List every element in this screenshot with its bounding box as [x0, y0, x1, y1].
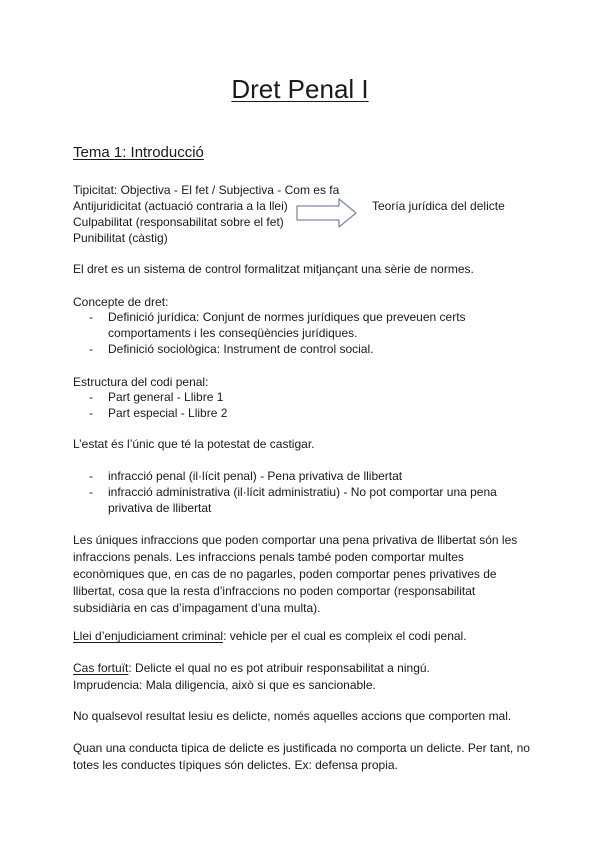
concepte-list: [89, 309, 519, 357]
theory-line-antijuridicitat: Antijuridicitat (actuació contraria a la llei): [73, 199, 288, 213]
theory-line-tipicitat: Tipicitat: Objectiva - El fet / Subjectiva - Com es fa: [73, 183, 340, 197]
paragraph-llei: Llei d’enjudiciament criminal: vehicle per el cual es compleix el codi penal.: [73, 629, 467, 643]
list-item: - Part general - Llibre 1: [89, 390, 224, 404]
paragraph-cas: Cas fortuït: Delicte el qual no es pot atribuir responsabilitat a ningú.: [73, 661, 430, 675]
paragraph-resultat: No qualsevol resultat lesiu es delicte, només aquelles accions que comporten mal.: [73, 709, 512, 723]
paragraph-estat: L’estat és l’únic que té la potestat de castigar.: [73, 437, 315, 451]
section-heading: Tema 1: Introducció: [73, 144, 204, 161]
estructura-heading: Estructura del codi penal:: [73, 375, 209, 389]
list-item: - Definició sociològica: Instrument de control social.: [89, 342, 374, 356]
theory-line-culpabilitat: Culpabilitat (responsabilitat sobre el fet): [73, 215, 284, 229]
term-llei: Llei d’enjudiciament criminal: [73, 629, 224, 643]
term-cas-fortuit: Cas fortuït: [73, 661, 129, 675]
document-title: Dret Penal I: [231, 74, 369, 104]
right-arrow-icon: [296, 198, 358, 230]
estructura-list: [89, 389, 519, 421]
list-item: - infracció penal (il·lícit penal) - Pena privativa de llibertat: [89, 469, 403, 483]
paragraph-uniques: Les úniques infraccions que poden comportar una pena privativa de llibertat són les infraccions penals. Les infraccions penals també poden comportar multes econòmiques que, en cas de no pagarles, poden comportar penes privatives de llibertat, cosa que la resta d’infraccions no poden comportar (responsabilitat subsidiària en cas d’impagament d’una multa).: [73, 533, 518, 615]
concepte-heading: Concepte de dret:: [73, 295, 169, 309]
paragraph-dret: El dret es un sistema de control formalitzat mitjançant una sèrie de normes.: [73, 262, 474, 276]
list-item: - infracció administrativa (il·lícit administratiu) - No pot comportar una pena privativa de llibertat: [89, 485, 497, 515]
paragraph-imprudencia: Imprudencia: Mala diligencia, això si que es sancionable.: [73, 678, 376, 692]
theory-line-punibilitat: Punibilitat (càstig): [73, 231, 168, 245]
theory-label: Teoría jurídica del delicte: [372, 199, 505, 213]
list-item: - Part especial - Llibre 2: [89, 406, 228, 420]
paragraph-conducta: Quan una conducta tipica de delicte es justificada no comporta un delicte. Per tant, no totes les conductes típiques són delictes. Ex: defensa propia.: [73, 741, 530, 772]
infraccions-list: [89, 468, 519, 516]
list-item: - Definició jurídica: Conjunt de normes jurídiques que preveuen certs comportaments i les conseqüències jurídiques.: [89, 310, 466, 340]
